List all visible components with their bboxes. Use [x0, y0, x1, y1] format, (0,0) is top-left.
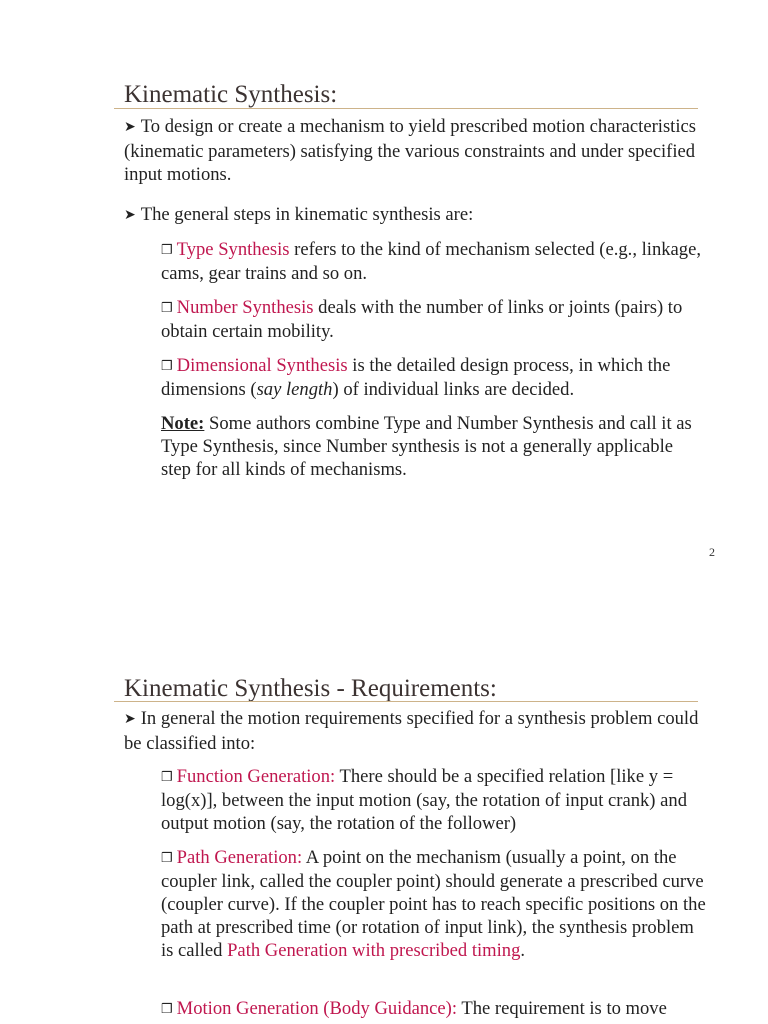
title-divider: [114, 108, 698, 109]
sub-bullet-number-synthesis: [161, 296, 706, 343]
term-path-generation: Path Generation:: [176, 847, 303, 868]
term-function-generation: Function Generation:: [176, 766, 336, 787]
sub-bullet-text: There should be a specified relation [like y = log(x)], between the input motion (say, the rotation of input crank) and output motion (say, the rotation of the follower): [161, 766, 687, 834]
sub-bullet-type-synthesis: [161, 238, 706, 285]
checkbox-bullet-icon: ❒: [161, 300, 173, 315]
bullet-motion-requirements: [124, 707, 704, 755]
arrow-bullet-icon: ➤: [124, 712, 136, 727]
sub-bullet-text: The requirement is to move: [457, 998, 667, 1019]
page-number: 2: [709, 545, 715, 559]
arrow-bullet-icon: ➤: [124, 208, 136, 223]
sub-bullet-text: refers to the kind of mechanism selected (e.g., linkage, cams, gear trains and so on.: [161, 239, 701, 284]
sub-bullet-function-generation: [161, 765, 706, 835]
bullet-text: In general the motion requirements specified for a synthesis problem could be classified into:: [124, 708, 699, 754]
note-label: Note:: [161, 413, 205, 434]
term-motion-generation: Motion Generation (Body Guidance):: [176, 998, 458, 1019]
slide-2-title: Kinematic Synthesis - Requirements:: [124, 675, 497, 702]
bullet-text: To design or create a mechanism to yield prescribed motion characteristics (kinematic parameters) satisfying the various constraints and under specified input motions.: [124, 116, 697, 185]
sub-bullet-text: is the detailed design process, in which the dimensions (: [161, 355, 671, 400]
sub-bullet-motion-generation: [161, 997, 706, 1021]
sub-bullet-path-generation: [161, 846, 706, 962]
slide-2: [0, 576, 768, 1024]
term-type-synthesis: Type Synthesis: [176, 239, 290, 260]
sub-bullet-italic: say length: [256, 379, 333, 400]
sub-bullet-text: deals with the number of links or joints (pairs) to obtain certain mobility.: [161, 297, 683, 342]
sub-bullet-text: .: [520, 940, 526, 961]
note-text: Some authors combine Type and Number Synthesis and call it as Type Synthesis, since Number synthesis is not a generally applicable step for all kinds of mechanisms.: [161, 413, 692, 480]
bullet-design-definition: [124, 115, 704, 186]
checkbox-bullet-icon: ❒: [161, 358, 173, 373]
term-path-generation-timing: Path Generation with prescribed timing: [227, 940, 521, 961]
term-dimensional-synthesis: Dimensional Synthesis: [176, 355, 348, 376]
checkbox-bullet-icon: ❒: [161, 242, 173, 257]
sub-bullet-dimensional-synthesis: [161, 354, 706, 401]
sub-bullet-text: ) of individual links are decided.: [332, 379, 575, 400]
checkbox-bullet-icon: ❒: [161, 850, 173, 865]
sub-bullet-text: A point on the mechanism (usually a point, on the coupler link, called the coupler point) should generate a prescribed curve (coupler curve). If the coupler point has to reach specific positions on the path at prescribed time (or rotation of input link), the synthesis problem is called: [161, 847, 706, 961]
bullet-general-steps: [124, 203, 704, 228]
title-divider: [114, 701, 698, 702]
note-paragraph: [161, 412, 706, 481]
term-number-synthesis: Number Synthesis: [176, 297, 314, 318]
checkbox-bullet-icon: ❒: [161, 1001, 173, 1016]
arrow-bullet-icon: ➤: [124, 120, 136, 135]
slide-1-title: Kinematic Synthesis:: [124, 81, 338, 108]
checkbox-bullet-icon: ❒: [161, 769, 173, 784]
bullet-text: The general steps in kinematic synthesis are:: [140, 204, 474, 225]
